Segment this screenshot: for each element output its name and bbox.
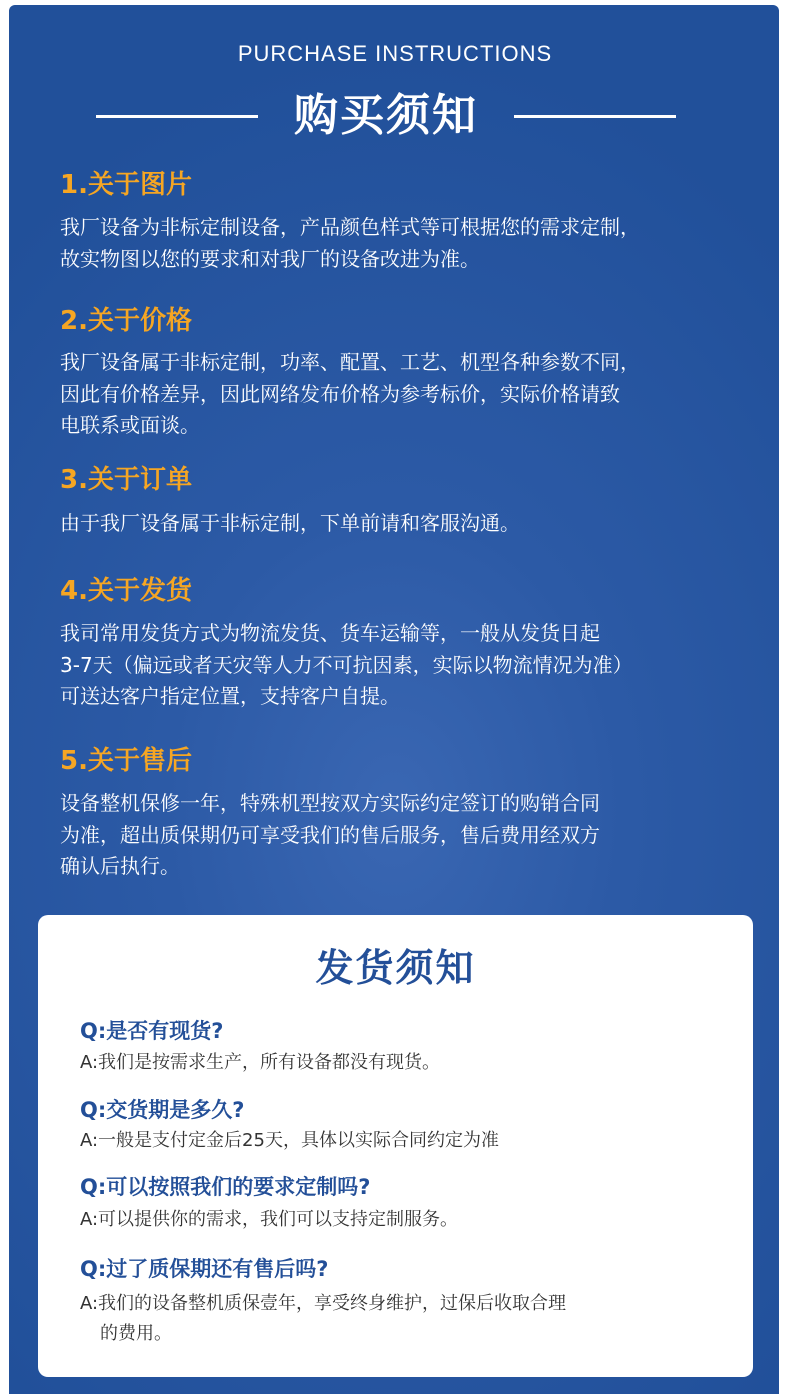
section-heading-order: 3.关于订单 [60, 465, 192, 495]
body-line: 我厂设备属于非标定制，功率、配置、工艺、机型各种参数不同， [60, 350, 640, 374]
faq-answer-line: A:我们是按需求生产，所有设备都没有现货。 [80, 1052, 441, 1073]
body-line: 可送达客户指定位置，支持客户自提。 [60, 684, 400, 708]
section-heading-price: 2.关于价格 [60, 306, 192, 336]
section-body-aftersales [60, 788, 750, 883]
faq-title: 发货须知 [315, 946, 476, 990]
shipping-faq-card [38, 915, 753, 1377]
body-line: 3-7天（偏远或者天灾等人力不可抗因素，实际以物流情况为准） [60, 652, 633, 677]
faq-answer [80, 1126, 720, 1156]
body-line: 我司常用发货方式为物流发货、货车运输等，一般从发货日起 [60, 621, 600, 645]
section-body-pictures [60, 212, 750, 275]
body-line: 为准，超出质保期仍可享受我们的售后服务，售后费用经双方 [60, 822, 600, 847]
body-line: 确认后执行。 [60, 854, 180, 878]
body-line: 故实物图以您的要求和对我厂的设备改进为准。 [60, 246, 480, 271]
page-title: 购买须知 [294, 90, 478, 141]
section-body-order [60, 508, 750, 540]
faq-answer [80, 1289, 720, 1349]
section-heading-pictures: 1.关于图片 [60, 170, 192, 200]
title-row [0, 88, 790, 144]
faq-question: Q:交货期是多久? [80, 1098, 245, 1122]
body-line: 由于我厂设备属于非标定制，下单前请和客服沟通。 [60, 511, 520, 535]
faq-answer-line: A:我们的设备整机质保壹年，享受终身维护，过保后收取合理 [80, 1293, 567, 1314]
faq-question: Q:过了质保期还有售后吗? [80, 1257, 329, 1281]
faq-answer [80, 1048, 720, 1078]
faq-answer-line: A:一般是支付定金后25天，具体以实际合同约定为准 [80, 1130, 499, 1151]
body-line: 我厂设备为非标定制设备，产品颜色样式等可根据您的需求定制， [60, 215, 640, 239]
body-line: 电联系或面谈。 [60, 413, 200, 437]
eyebrow-title: PURCHASE INSTRUCTIONS [237, 41, 553, 66]
faq-answer-line: 的费用。 [100, 1323, 172, 1344]
section-body-shipping [60, 618, 750, 713]
body-line: 因此有价格差异，因此网络发布价格为参考标价，实际价格请致 [60, 381, 620, 406]
title-divider-left [96, 115, 258, 118]
body-line: 设备整机保修一年，特殊机型按双方实际约定签订的购销合同 [60, 791, 600, 815]
title-divider-right [514, 115, 676, 118]
faq-question: Q:是否有现货? [80, 1019, 224, 1043]
section-heading-shipping: 4.关于发货 [60, 576, 192, 606]
faq-answer [80, 1205, 720, 1235]
faq-answer-line: A:可以提供你的需求，我们可以支持定制服务。 [80, 1209, 459, 1230]
section-body-price [60, 347, 750, 442]
faq-question: Q:可以按照我们的要求定制吗? [80, 1175, 371, 1199]
section-heading-aftersales: 5.关于售后 [60, 746, 192, 776]
